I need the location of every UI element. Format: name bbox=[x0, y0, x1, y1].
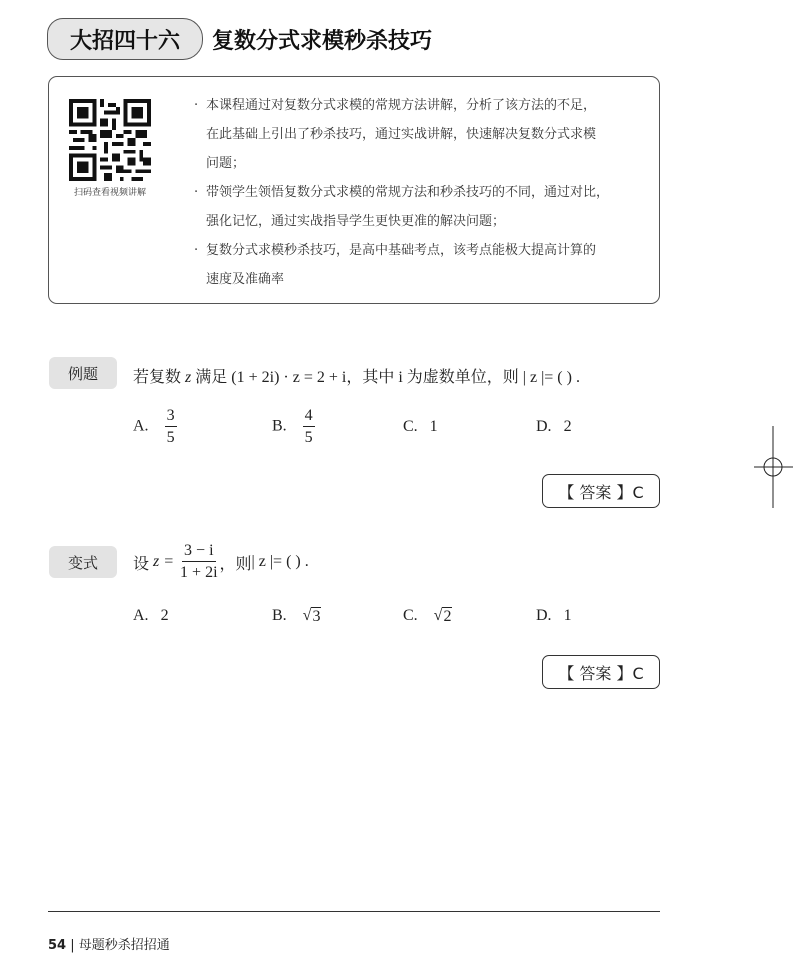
bullet-line: 速度及准确率 bbox=[206, 272, 285, 287]
qr-caption: 扫码查看视频讲解 bbox=[73, 188, 146, 198]
option-a[interactable] bbox=[133, 607, 169, 625]
q-abs: | z |= bbox=[251, 553, 283, 570]
bullet-dot: · bbox=[194, 185, 199, 200]
page-footer bbox=[48, 934, 170, 953]
bullet-line: 带领学生领悟复数分式求模的常规方法和秒杀技巧的不同，通过对比， bbox=[206, 185, 610, 200]
radicand: 3 bbox=[312, 608, 321, 625]
intro-bullet bbox=[194, 178, 649, 236]
numerator: 4 bbox=[303, 408, 315, 427]
option-value: 1 bbox=[563, 607, 572, 624]
option-c[interactable] bbox=[403, 418, 438, 436]
option-letter: D. bbox=[536, 607, 552, 624]
example-chip: 例题 bbox=[49, 357, 117, 389]
sqrt-expression bbox=[434, 607, 453, 626]
bullet-dot: · bbox=[194, 98, 199, 113]
q-text: 满足 bbox=[195, 369, 228, 386]
intro-bullet bbox=[194, 91, 649, 178]
intro-box bbox=[48, 76, 660, 304]
sqrt-expression bbox=[303, 607, 322, 626]
qr-code-icon[interactable] bbox=[69, 99, 151, 181]
q-abs: | z |= bbox=[522, 369, 554, 386]
fraction bbox=[165, 408, 177, 446]
option-value: 2 bbox=[160, 607, 169, 624]
option-value: 1 bbox=[429, 418, 438, 435]
numerator: 3 − i bbox=[182, 543, 215, 562]
option-a[interactable] bbox=[133, 408, 177, 446]
option-letter: D. bbox=[536, 418, 552, 435]
fraction bbox=[303, 408, 315, 446]
q-paren: ( ) . bbox=[557, 369, 580, 386]
variant-chip: 变式 bbox=[49, 546, 117, 578]
q-text: ，则 bbox=[219, 555, 252, 573]
q-equation: (1 + 2i) · z = 2 + i bbox=[231, 369, 347, 386]
book-title: 母题秒杀招招通 bbox=[78, 938, 170, 953]
intro-bullets bbox=[194, 91, 649, 294]
denominator: 1 + 2i bbox=[180, 564, 218, 581]
option-b[interactable] bbox=[272, 408, 315, 446]
bullet-line: 复数分式求模秒杀技巧，是高中基础考点，该考点能极大提高计算的 bbox=[206, 243, 597, 258]
denominator: 5 bbox=[304, 429, 313, 446]
q-var: z bbox=[185, 369, 192, 386]
bullet-line: 本课程通过对复数分式求模的常规方法讲解，分析了该方法的不足， bbox=[206, 98, 597, 113]
q-text: 若复数 bbox=[133, 369, 182, 386]
intro-bullet bbox=[194, 236, 649, 294]
option-c[interactable] bbox=[403, 607, 452, 626]
option-d[interactable] bbox=[536, 607, 572, 625]
variant-answer: 【 答案 】C bbox=[542, 655, 660, 689]
fraction bbox=[178, 543, 219, 581]
option-letter: A. bbox=[133, 417, 149, 435]
bullet-line: 问题； bbox=[206, 156, 246, 171]
sqrt-sign-icon: √ bbox=[302, 607, 312, 624]
option-letter: C. bbox=[403, 418, 418, 435]
registration-mark-icon bbox=[754, 426, 793, 508]
bullet-dot: · bbox=[194, 243, 199, 258]
radicand: 2 bbox=[443, 608, 452, 625]
denominator: 5 bbox=[166, 429, 175, 446]
option-letter: B. bbox=[272, 417, 287, 435]
option-b[interactable] bbox=[272, 607, 321, 626]
option-value: 2 bbox=[563, 418, 572, 435]
option-letter: C. bbox=[403, 607, 418, 624]
numerator: 3 bbox=[165, 408, 177, 427]
q-var: z = bbox=[153, 553, 175, 570]
variant-question bbox=[133, 543, 309, 581]
chapter-title: 复数分式求模秒杀技巧 bbox=[212, 29, 433, 54]
q-text: ，其中 i 为虚数单位，则 bbox=[346, 369, 519, 386]
option-d[interactable] bbox=[536, 418, 572, 436]
option-letter: A. bbox=[133, 607, 149, 624]
footer-rule bbox=[48, 911, 660, 912]
chapter-tag: 大招四十六 bbox=[47, 18, 203, 60]
example-answer: 【 答案 】C bbox=[542, 474, 660, 508]
q-paren: ( ) . bbox=[286, 553, 309, 570]
q-text: 设 bbox=[133, 555, 150, 573]
bullet-line: 在此基础上引出了秒杀技巧，通过实战讲解，快速解决复数分式求模 bbox=[206, 127, 597, 142]
sqrt-sign-icon: √ bbox=[433, 607, 443, 624]
footer-separator: | bbox=[70, 938, 75, 953]
page-number: 54 bbox=[48, 938, 67, 953]
example-question bbox=[133, 364, 580, 387]
bullet-line: 强化记忆，通过实战指导学生更快更准的解决问题； bbox=[206, 214, 506, 229]
option-letter: B. bbox=[272, 607, 287, 624]
